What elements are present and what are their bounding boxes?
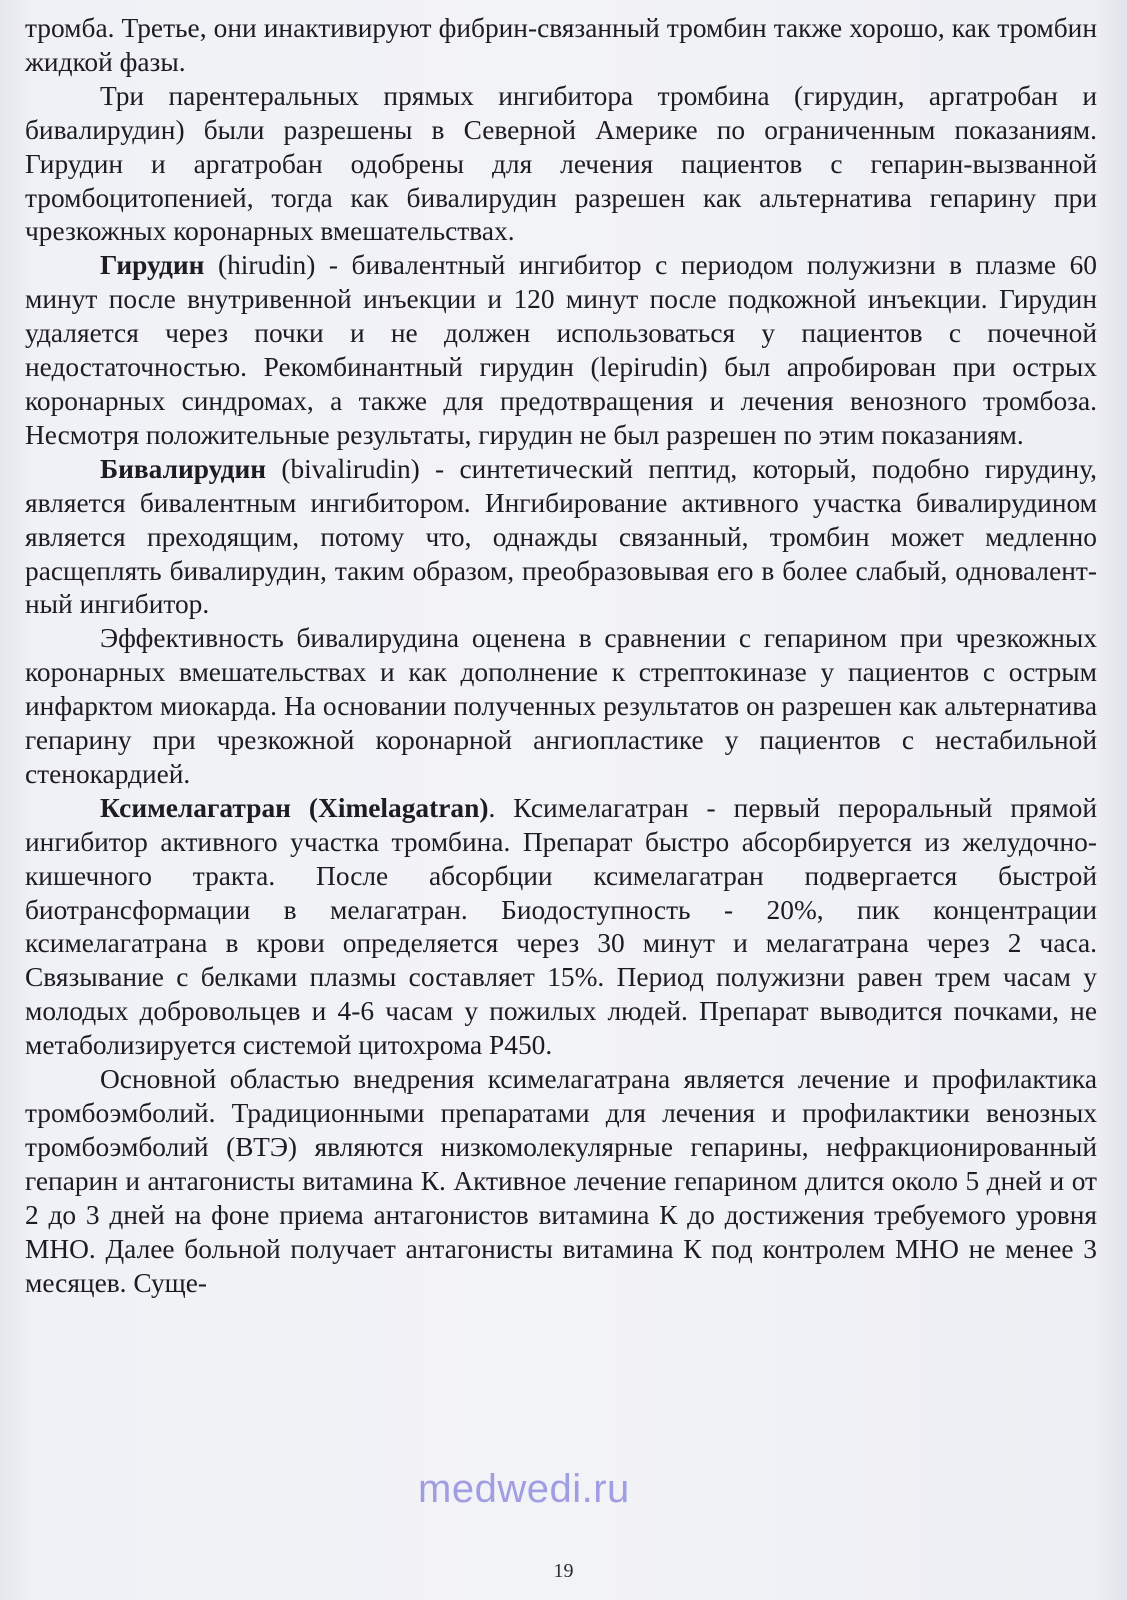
term-bivalirudin: Бивалирудин	[100, 453, 267, 484]
paragraph-text: Эффективность бивалирудина оценена в сравнении с гепарином при чрезкожных коронарных вмешательствах и как дополнение к стрептокиназе у пациентов с острым инфарктом миокарда. На основании полученных результатов он разрешен как альтернатива гепарину при чрезкожной коронарной ангиопластике у пациентов с нестабильной стенокардией.	[25, 623, 1097, 789]
paragraph-2	[25, 80, 1097, 250]
term-hirudin: Гирудин	[100, 250, 205, 281]
paragraph-ximelagatran	[25, 792, 1097, 1063]
paragraph-text: Три парентеральных прямых ингибитора тромбина (гирудин, аргатробан и бивалирудин) были разрешены в Северной Америке по ограниченным показаниям. Гирудин и аргатробан одобрены для лечения пациентов с гепарин-вызванной тромбоцитопенией, тогда как бивалирудин разрешен как альтернатива гепарину при чрезкожных коронарных вмешательствах.	[25, 80, 1097, 247]
watermark: medwedi.ru	[418, 1467, 630, 1511]
paragraph-text: тромба. Третье, они инактивируют фибрин-связанный тромбин также хорошо, как тромбин жидкой фазы.	[25, 13, 1097, 77]
paragraph-text: (bivalirudin) - синтетический пептид, который, подобно гирудину, является бивалентным ингибитором. Ингибирование активного участка бивалирудином является преходящим, потому что, однажды связанный, тромбин может медленно расщеплять бивалирудин, таким образом, преобразовывая его в более слабый, одновалентный ингибитор.	[25, 453, 1097, 620]
paragraph-7	[25, 1063, 1097, 1300]
paragraph-1	[25, 12, 1097, 80]
paragraph-bivalirudin	[25, 453, 1097, 623]
paragraph-5	[25, 622, 1097, 792]
body-text	[25, 12, 1097, 1300]
paragraph-text: (hirudin) - бивалентный ингибитор с периодом полужизни в плазме 60 минут после внутривенной инъекции и 120 минут после подкожной инъекции. Гирудин удаляется через почки и не должен использоваться у пациентов с почечной недостаточностью. Рекомбинантный гирудин (lepirudin) был апробирован при острых коронарных синдромах, а также для предотвращения и лечения венозного тромбоза. Несмотря положительные результаты, гирудин не был разрешен по этим показаниям.	[25, 250, 1097, 450]
paragraph-text: Основной областью внедрения ксимелагатрана является лечение и профилактика тромбоэмболий. Традиционными препаратами для лечения и профилактики венозных тромбоэмболий (ВТЭ) являются низкомолекулярные гепарины, нефракционированный гепарин и антагонисты витамина К. Активное лечение гепарином длится около 5 дней и от 2 до 3 дней на фоне приема антагонистов витамина К до достижения требуемого уровня МНО. Далее больной получает антагонисты витамина К под контролем МНО не менее 3 месяцев. Суще-	[25, 1064, 1097, 1298]
paragraph-text: . Ксимелагатран - первый пероральный прямой ингибитор активного участка тромбина. Препарат быстро абсорбируется из желудочно-кишечного тракта. После абсорбции ксимелагатран подвергается быстрой биотрансформации в мелагатран. Биодоступность - 20%, пик концентрации ксимелагатрана в крови определяется через 30 минут и мелагатрана через 2 часа. Связывание с белками плазмы составляет 15%. Период полужизни равен трем часам у молодых добровольцев и 4-6 часам у пожилых людей. Препарат выводится почками, не метаболизируется системой цитохрома Р450.	[25, 792, 1098, 1061]
paragraph-hirudin	[25, 249, 1097, 452]
page-number: 19	[553, 1560, 574, 1582]
term-ximelagatran: Ксимелагатран (Ximelagatran)	[100, 792, 489, 823]
